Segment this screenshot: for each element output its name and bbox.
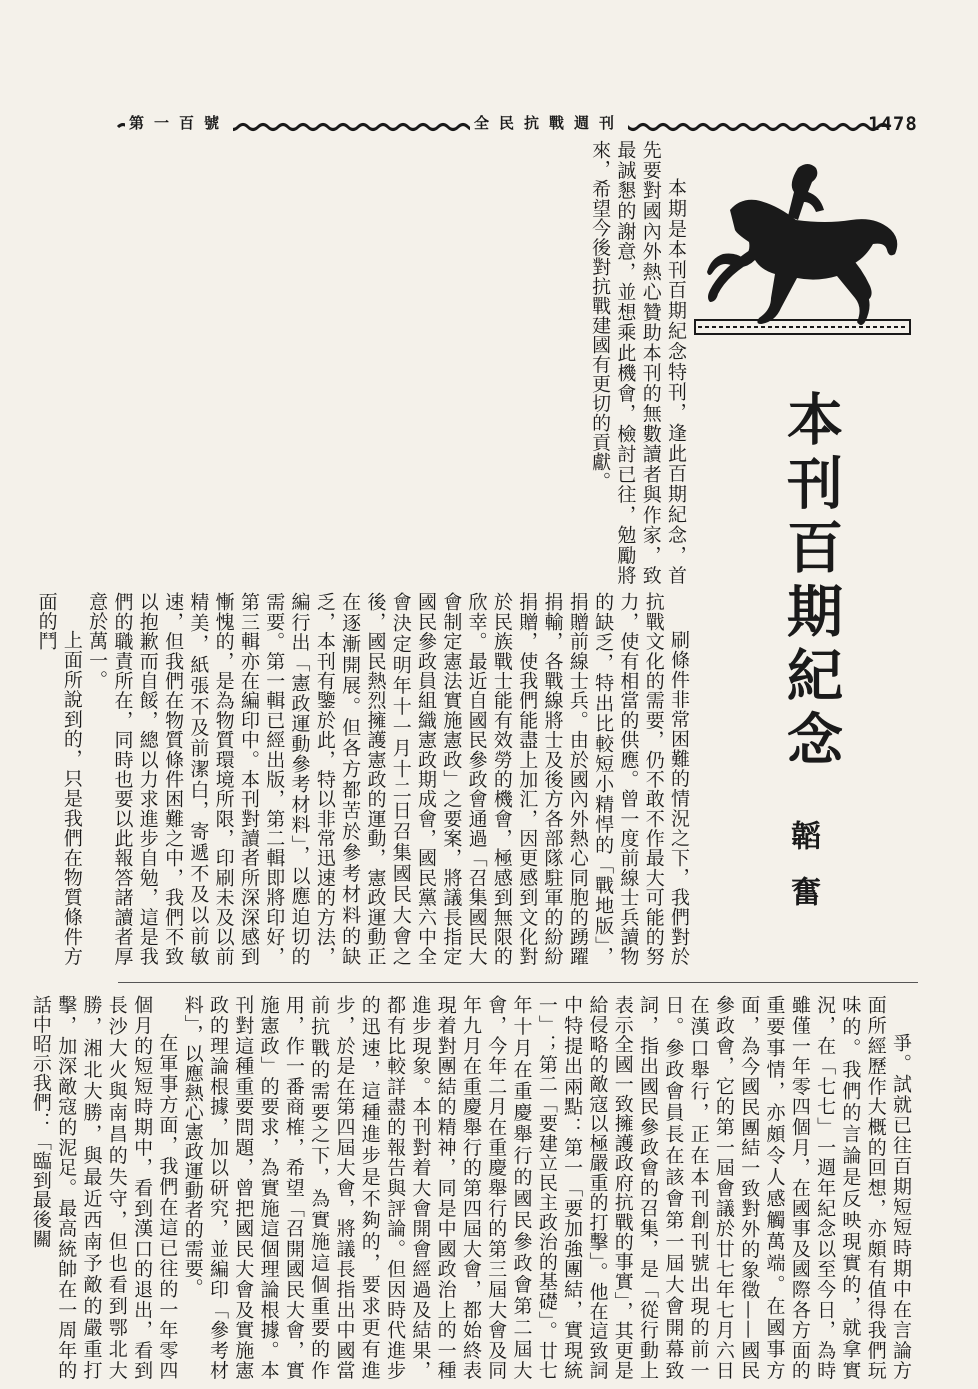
text-column-2 [35,592,691,966]
author-name: 韜奮 [785,820,820,932]
paragraph: 爭。試就已往百期短短時期中在言論方面所經歷作大概的回想，亦頗有值得我們玩味的。我們的言論是反映現實的，就拿實況，在「七七」一週年紀念以至今日，為時雖僅一年零四個月，在國事及國際各方面的重要事情，亦頗令人感觸萬端。在國事方面，為今國民團結一致對外的象徵——國民參政會，它的第一屆會議於廿七年七月六日在漢口舉行，正在本刊創刊號出現的前一日。參政會員長在該會第一屆大會開幕致詞，指出國民參政會的召集，是「從行動上表示全國一致擁護政府抗戰的事實」，其更是給侵略的敵寇以極嚴重的打擊」。他在這致詞中特提出兩點：第一「要加強團結，實現統一」；第二「要建立民主政治的基礎」。廿七年十月在重慶舉行的國民參政會第二屆大會，今年二月在重慶舉行的第三屆大會及同年九月在重慶舉行的第四屆大會，都始終表現着對團結的精神，同是中國政治上的一種進步現象。本刊對着大會開會經過及結果，都有比較詳盡的報告與評論。但因時代進步的迅速，這種進步是不夠的，要求更有進步，於是在第四屆大會，將議長指出中國當前抗戰的需要之下，為實施這個重要的作用，作一番商榷，希望「召開國民大會，實施憲政」的要求，為實施這個理論根據。本刊對這種重要問題，曾把國民大會及實施憲政的理論根據，加以研究，並編印「參考材料」，以應熱心憲政運動者的需要。 [181,995,912,1380]
paragraph: 本期是本刊百期紀念特刊，逢此百期紀念，首先要對國內外熱心贊助本刊的無數讀者與作家，致最誠懇的謝意，並想乘此機會，檢討已往，勉勵將來，希望今後對抗戰建國有更切的貢獻。 [589,140,687,585]
text-column-3 [29,995,913,1380]
page-number: 1478 [868,113,918,135]
publication-name: 全民抗戰週刊 [470,112,628,133]
article-title: 本刊百期紀念 [778,390,843,774]
paragraph: 上面所說到的，只是我們在物質條件方面的鬥 [35,592,83,966]
paragraph: 刷條件非常困難的情況之下，我們對於抗戰文化的需要，仍不敢不作最大可能的努力，使有相當的供應。曾一度前線士兵讀物的缺乏，特出比較短小精悍的「戰地版」，捐贈前線士兵。由於國內外熱心同胞的踴躍捐輸，各戰線將士及後方各部隊駐軍的紛紛捐贈，使我們能盡上加汇，因更感到文化對於民族戰士能有效勞的機會，極感到無限的欣幸。最近自國民參政會通過「召集國民大會制定憲法實施憲政」之要案，將議長指定國民參政員組織憲政期成會，國民黨六中全會決定明年十一月十二日召集國民大會之後，國民熱烈擁護憲政的運動，憲政運動正在逐漸開展。但各方都苦於參考材料的缺乏，本刊有鑒於此，特以非常迅速的方法，編行出「憲政運動參考材料」，以應迫切的需要。第一輯已經出版，第二輯即將印好，第三輯亦在編印中。本刊對讀者所深深感到慚愧的，是為物質環境所限，印刷未及以前精美，紙張不及前潔白，寄遞不及以前敏速，但我們在物質條件困難之中，我們不致以抱歉而自餒，總以力求進步自勉，這是我們的職責所在，同時也要以此報答諸讀者厚意於萬一。 [86,592,690,966]
paragraph: 在軍事方面，我們在這已往的一年零四個月的短短時期中，看到漢口的退出，看到長沙大火與南昌的失守，但也看到鄂北大勝，湘北大勝，與最近西南予敵的嚴重打擊，加深敵寇的泥足。最高統帥在一周年的話中昭示我們：「臨到最後關 [29,995,179,1380]
issue-label: 第一百號 [125,112,233,133]
section-divider [118,982,918,983]
horse-rider-illustration [690,150,915,365]
text-column-1 [118,140,688,585]
